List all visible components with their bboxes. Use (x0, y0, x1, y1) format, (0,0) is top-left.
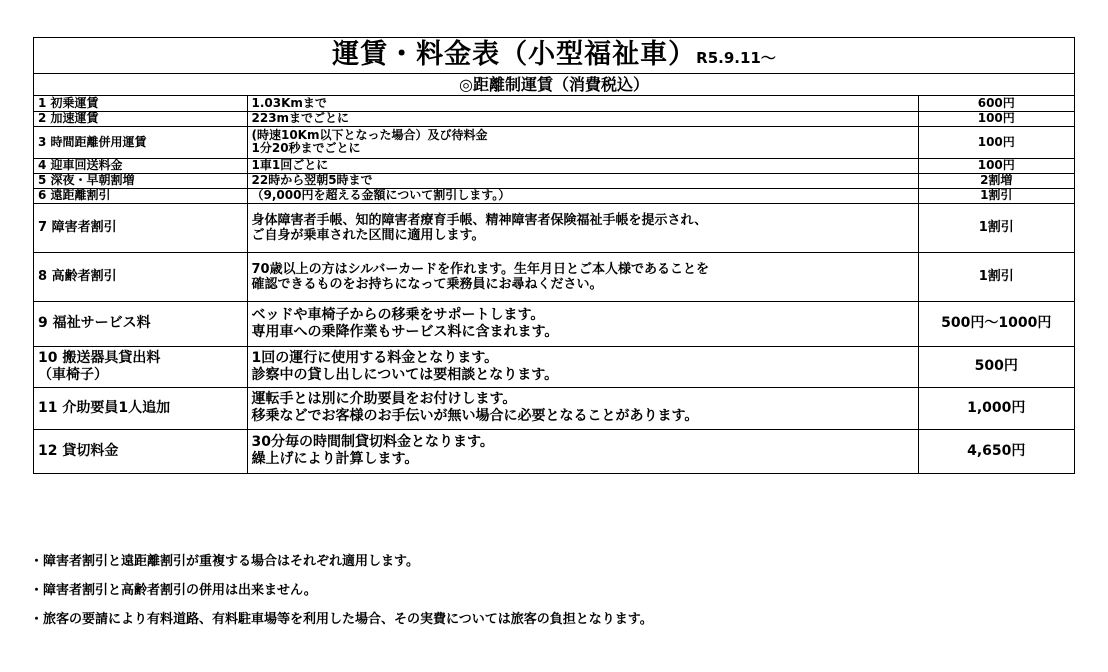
fare-item-price: 600円 (977, 96, 1015, 110)
title-row (34, 38, 1074, 74)
description-line: 1回の運行に使用する料金となります。 (251, 349, 499, 366)
table-row (34, 173, 1074, 188)
fare-item-name: 12 貸切料金 (34, 429, 247, 473)
page-title: 運賃・料金表（小型福祉車） (332, 39, 697, 70)
table-row (34, 346, 1074, 387)
notes (30, 555, 653, 642)
description-line: 22時から翌朝5時まで (251, 173, 373, 187)
description-line: ご自身が乗車された区間に適用します。 (251, 227, 485, 243)
fare-item-price: 100円 (918, 126, 1074, 158)
fare-item-description (247, 203, 918, 252)
fare-item-description (247, 387, 918, 429)
description-line: ベッドや車椅子からの移乗をサポートします。 (251, 306, 545, 323)
fare-item-name: 3 時間距離併用運賃 (34, 126, 247, 158)
fare-item-price: 100円 (918, 158, 1074, 173)
fare-item-price: 1割引 (918, 203, 1074, 252)
note-line: ・障害者割引と遠距離割引が重複する場合はそれぞれ適用します。 (30, 554, 419, 569)
description-line: 繰上げにより計算します。 (251, 451, 419, 468)
table-row (34, 387, 1074, 429)
table-row (34, 111, 1074, 126)
fare-item-price: 2割増 (918, 173, 1074, 188)
fare-table (34, 96, 1074, 473)
table-row (34, 126, 1074, 158)
fare-item-description (247, 252, 918, 301)
fare-sheet (33, 37, 1075, 474)
fare-item-description (247, 173, 918, 188)
fare-item-price: 1割引 (918, 188, 1074, 203)
fare-item-price: 1割引 (918, 252, 1074, 301)
table-row (34, 252, 1074, 301)
fare-item-name: 11 介助要員1人追加 (34, 387, 247, 429)
description-line: 1分20秒までごとに (251, 141, 361, 155)
fare-item-name: 7 障害者割引 (34, 203, 247, 252)
description-line: （9,000円を超える金額について割引します。） (251, 188, 511, 202)
table-row (34, 158, 1074, 173)
fare-item-name: 4 迎車回送料金 (34, 158, 247, 173)
table-row (34, 188, 1074, 203)
fare-item-price: 1,000円 (918, 387, 1074, 429)
description-line: 223mまでごとに (251, 111, 350, 125)
description-line: 1.03Kmまで (251, 96, 327, 110)
fare-item-price: 100円 (918, 111, 1074, 126)
section-subtitle: ◎距離制運賃（消費税込） (34, 74, 1074, 96)
fare-item-description (247, 301, 918, 346)
fare-item-name: 9 福祉サービス料 (34, 301, 247, 346)
fare-item-description (247, 188, 918, 203)
table-row (34, 429, 1074, 473)
fare-item-description (247, 429, 918, 473)
fare-item-description (247, 111, 918, 126)
note-line: ・旅客の要請により有料道路、有料駐車場等を利用した場合、その実費については旅客の負担となります。 (30, 612, 653, 627)
description-line: 70歳以上の方はシルバーカードを作れます。生年月日とご本人様であることを (251, 261, 710, 277)
description-line: 診察中の貸し出しについては要相談となります。 (251, 366, 559, 383)
fare-item-name: 2 加速運賃 (34, 111, 247, 126)
fare-item-name: 8 高齢者割引 (34, 252, 247, 301)
description-line: (時速10Km以下となった場合）及び待料金 (251, 128, 488, 142)
note-line: ・障害者割引と高齢者割引の併用は出来ません。 (30, 583, 317, 598)
description-line: 1車1回ごとに (251, 158, 329, 172)
table-row (34, 203, 1074, 252)
table-row (34, 96, 1074, 111)
description-line: 確認できるものをお持ちになって乗務員にお尋ねください。 (251, 276, 603, 292)
fare-item-price: 500円～1000円 (918, 301, 1074, 346)
description-line: 運転手とは別に介助要員をお付けします。 (251, 391, 517, 407)
fare-item-name: 1 初乗運賃 (34, 96, 247, 111)
fare-item-description (247, 346, 918, 387)
fare-item-description (247, 96, 918, 111)
description-line: 身体障害者手帳、知的障害者療育手帳、精神障害者保険福祉手帳を提示され、 (251, 212, 708, 228)
description-line: 専用車への乗降作業もサービス料に含まれます。 (251, 323, 559, 340)
fare-item-name: 5 深夜・早朝割増 (34, 173, 247, 188)
fare-item-name: 6 遠距離割引 (34, 188, 247, 203)
table-row (34, 301, 1074, 346)
effective-date: R5.9.11～ (696, 49, 776, 67)
description-line: 移乗などでお客様のお手伝いが無い場合に必要となることがあります。 (251, 408, 699, 424)
fare-item-description (247, 158, 918, 173)
fare-item-name: 10 搬送器具貸出料 （車椅子） (34, 346, 247, 387)
fare-item-price: 500円 (918, 346, 1074, 387)
fare-item-description (247, 126, 918, 158)
fare-item-price: 4,650円 (918, 429, 1074, 473)
description-line: 30分毎の時間制貸切料金となります。 (251, 434, 494, 451)
